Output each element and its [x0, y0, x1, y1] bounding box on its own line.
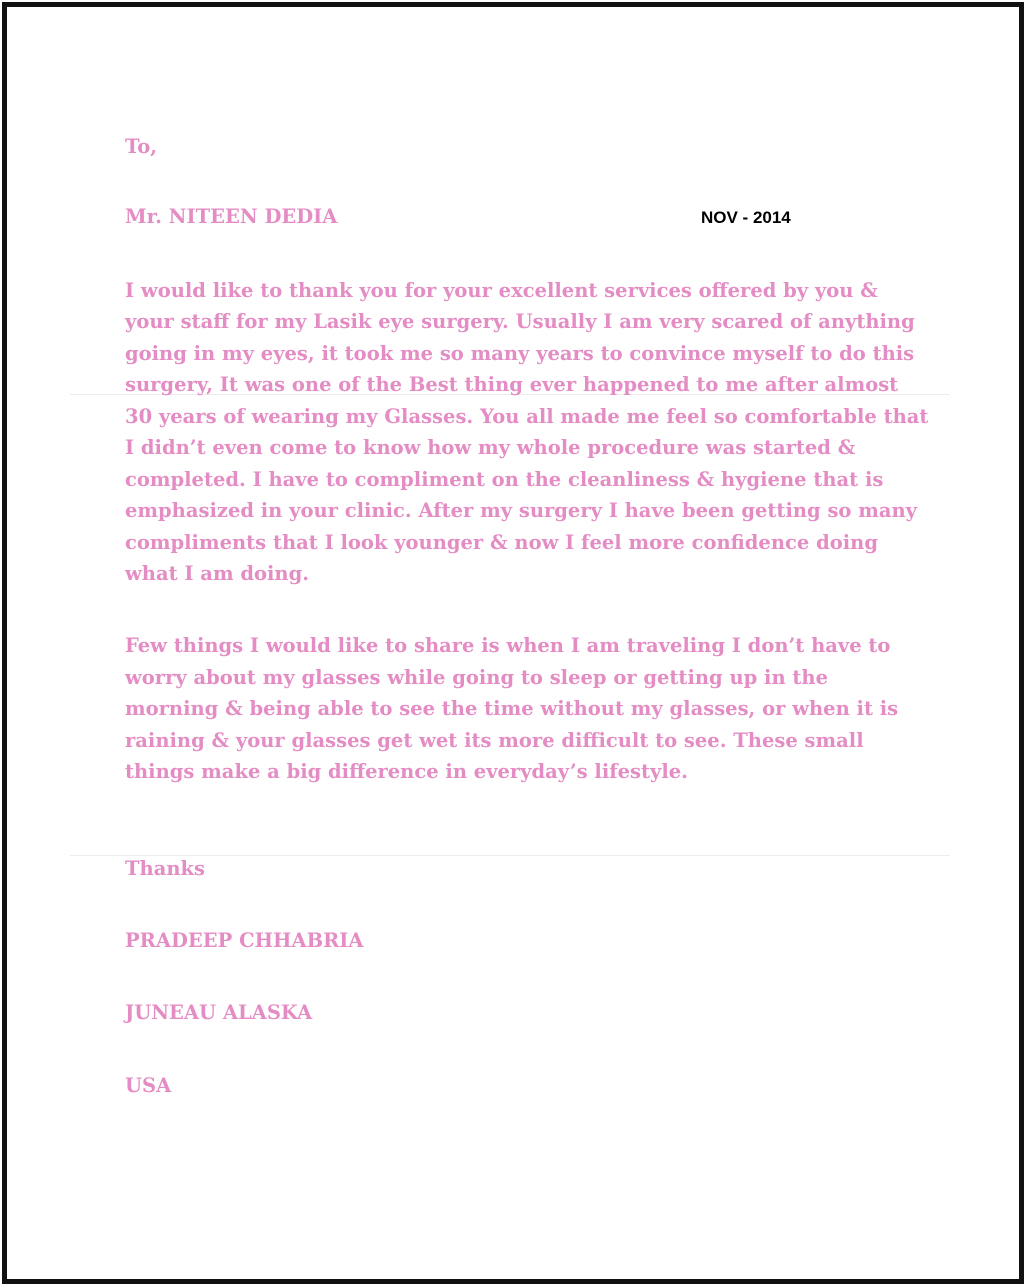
body-line: things make a big difference in everyday’s lifestyle. — [125, 760, 688, 783]
body-line: I would like to thank you for your excellent services offered by you & — [125, 279, 878, 302]
body-line: worry about my glasses while going to sleep or getting up in the — [125, 666, 829, 689]
sender-city: JUNEAU ALASKA — [125, 1001, 313, 1024]
body-line: 30 years of wearing my Glasses. You all made me feel so comfortable that — [125, 405, 929, 428]
body-line: completed. I have to compliment on the cleanliness & hygiene that is — [125, 468, 884, 491]
body-line: your staff for my Lasik eye surgery. Usually I am very scared of anything — [125, 310, 915, 333]
body-line: compliments that I look younger & now I feel more confidence doing — [125, 531, 878, 554]
body-line: what I am doing. — [125, 562, 310, 585]
body-line: I didn’t even come to know how my whole procedure was started & — [125, 436, 856, 459]
body-line: surgery, It was one of the Best thing ever happened to me after almost — [125, 373, 899, 396]
recipient-name: Mr. NITEEN DEDIA — [125, 205, 338, 228]
body-line: morning & being able to see the time without my glasses, or when it is — [125, 697, 899, 720]
salutation: To, — [125, 135, 158, 158]
paper-fold-line — [70, 855, 950, 856]
letter-date: NOV - 2014 — [701, 208, 791, 227]
sender-name: PRADEEP CHHABRIA — [125, 929, 364, 952]
body-line: emphasized in your clinic. After my surgery I have been getting so many — [125, 499, 917, 522]
body-line: raining & your glasses get wet its more difficult to see. These small — [125, 729, 864, 752]
body-line: going in my eyes, it took me so many years to convince myself to do this — [125, 342, 915, 365]
sender-country: USA — [125, 1074, 172, 1097]
body-line: Few things I would like to share is when I am traveling I don’t have to — [125, 634, 891, 657]
closing: Thanks — [125, 857, 205, 880]
